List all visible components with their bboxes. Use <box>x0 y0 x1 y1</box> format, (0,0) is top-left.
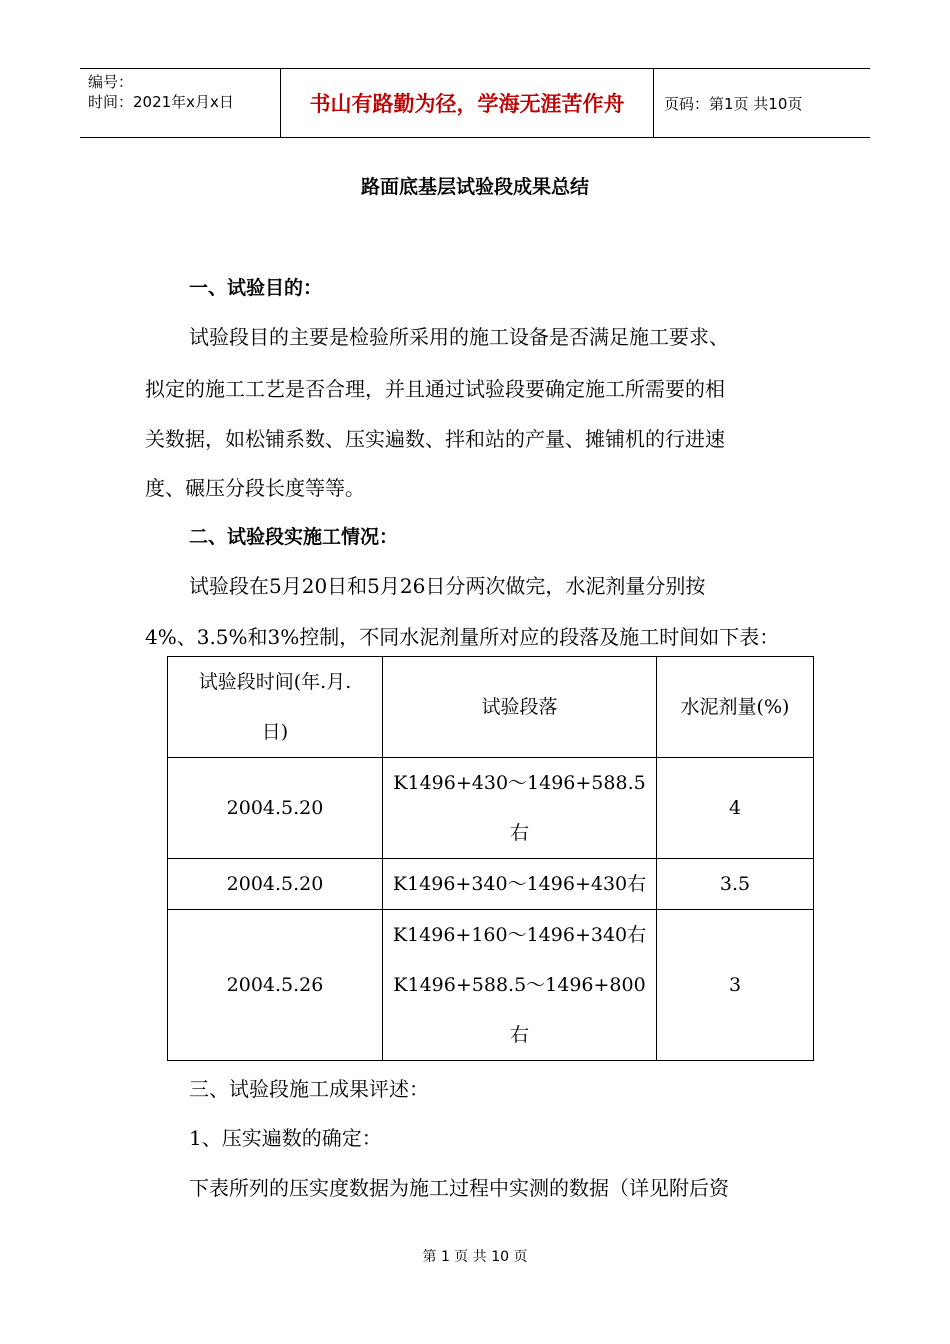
header-cell-time <box>168 657 383 758</box>
header-motto: 书山有路勤为径，学海无涯苦作舟 <box>280 69 654 137</box>
section2-line: 4%、3.5%和3%控制，不同水泥剂量所对应的段落及施工时间如下表： <box>145 625 780 649</box>
section-line: 右 <box>509 822 529 844</box>
section-cell <box>383 859 657 910</box>
table-header-row <box>168 657 814 758</box>
section2-line: 试验段在5月20日和5月26日分两次做完，水泥剂量分别按 <box>189 574 706 598</box>
table-row <box>168 758 814 859</box>
section-line: K1496+430～1496+588.5 <box>393 772 646 794</box>
document-title: 路面底基层试验段成果总结 <box>360 176 589 198</box>
section-line: K1496+588.5～1496+800 <box>393 974 646 996</box>
header-cell-cement: 水泥剂量(%) <box>657 657 814 758</box>
section1-line: 拟定的施工工艺是否合理，并且通过试验段要确定施工所需要的相 <box>145 377 725 401</box>
page-footer: 第 1 页 共 10 页 <box>422 1249 528 1265</box>
number-label: 编号： <box>88 73 134 91</box>
cement-cell: 3 <box>657 910 814 1061</box>
header-time-line: 日) <box>261 721 289 743</box>
section1-line: 试验段目的主要是检验所采用的施工设备是否满足施工要求、 <box>189 325 729 349</box>
section1-line: 关数据，如松铺系数、压实遍数、拌和站的产量、摊铺机的行进速 <box>145 427 725 451</box>
table-row <box>168 859 814 910</box>
header-page-info: 页码：第1页 共10页 <box>664 94 803 113</box>
cement-cell: 3.5 <box>657 859 814 910</box>
section1-heading: 一、试验目的： <box>189 277 323 299</box>
dosage-table <box>167 656 814 1061</box>
section2-heading: 二、试验段实施工情况： <box>189 526 399 548</box>
header-meta <box>80 69 280 137</box>
date-cell: 2004.5.20 <box>168 859 383 910</box>
section-line: K1496+160～1496+340右 <box>392 924 647 946</box>
date-cell: 2004.5.20 <box>168 758 383 859</box>
table-row <box>168 910 814 1061</box>
section3-heading: 三、试验段施工成果评述： <box>189 1077 429 1101</box>
time-label: 时间：2021年x月x日 <box>88 93 234 111</box>
section-cell <box>383 910 657 1061</box>
section-line: 右 <box>509 1024 529 1046</box>
date-cell: 2004.5.26 <box>168 910 383 1061</box>
section3-subheading: 1、压实遍数的确定： <box>189 1126 382 1150</box>
section3-line: 下表所列的压实度数据为施工过程中实测的数据（详见附后资 <box>189 1176 729 1200</box>
page-header <box>80 68 870 138</box>
cement-cell: 4 <box>657 758 814 859</box>
header-time-line: 试验段时间(年.月. <box>198 671 352 693</box>
section-cell <box>383 758 657 859</box>
section1-line: 度、碾压分段长度等等。 <box>145 476 365 500</box>
section-line: K1496+340～1496+430右 <box>392 873 647 895</box>
header-cell-section: 试验段落 <box>383 657 657 758</box>
